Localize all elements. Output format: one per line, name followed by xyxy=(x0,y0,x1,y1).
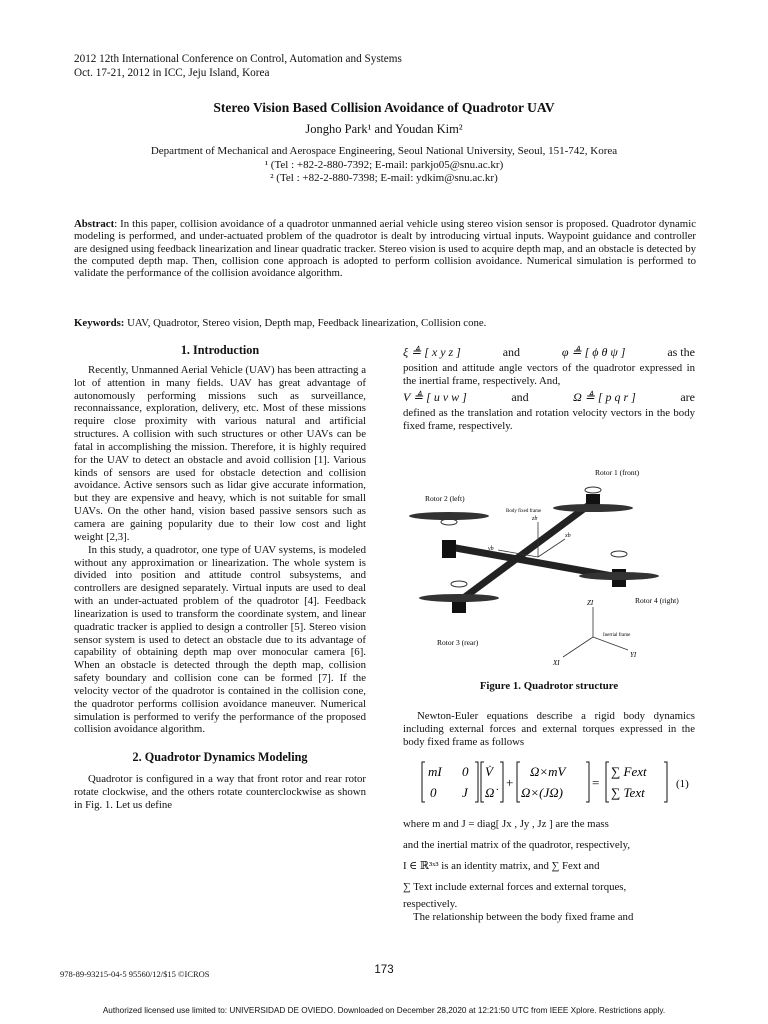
conference-line-1: 2012 12th International Conference on Control, Automation and Systems xyxy=(74,53,402,65)
eq-phi: φ ≜ [ ϕ θ ψ ] xyxy=(561,345,626,359)
rotor-3-blade xyxy=(419,594,499,602)
rotor-1-spin-icon xyxy=(585,487,601,493)
intro-paragraph-1: Recently, Unmanned Aerial Vehicle (UAV) has been attracting a lot of attention in many fields. UAV has great advantage of autonomously performing missions such as surveillance, reconnaissance, exploration, delivery, etc. Most of these missions require close proximity with various natural and artificial structures. A collision with such structures or other UAVs can be fatal in accomplishing the mission. Therefore, it is highly required for the UAV to detect an obstacle and avoid collision [1]. Various kinds of sensors are used for obstacle detection and collision avoidance. Active sensors such as lidar give accurate information, but they are expensive and heavy, which is not suitable for small UAVs. On the other hand, vision based passive sensors such as camera are gaining popularity due to their low cost and light weight [2,3]. xyxy=(74,363,366,543)
label-rotor-3: Rotor 3 (rear) xyxy=(437,638,479,647)
right-column-bottom xyxy=(403,710,695,749)
eq1-coriolis-2: Ω×(JΩ) xyxy=(521,785,564,800)
label-body-frame: Body fixed frame xyxy=(506,509,542,514)
keywords-text: UAV, Quadrotor, Stereo vision, Depth map, Feedback linearization, Collision cone. xyxy=(124,317,487,329)
eq1-omegadot: Ω̇ xyxy=(485,785,495,800)
right-column-top xyxy=(403,346,695,432)
eq-xi: ξ ≜ [ x y z ] xyxy=(403,345,461,359)
isbn-footer: 978-89-93215-04-5 95560/12/$15 ©ICROS xyxy=(60,969,210,979)
rotor-1-blade xyxy=(553,504,633,512)
section-1-heading: 1. Introduction xyxy=(180,343,260,357)
label-rotor-4: Rotor 4 (right) xyxy=(635,596,679,605)
label-rotor-1: Rotor 1 (front) xyxy=(595,468,640,477)
eq1-m21: 0 xyxy=(430,785,437,800)
abstract-label: Abstract xyxy=(74,218,115,230)
page-number: 173 xyxy=(374,964,394,976)
svg-text:=: = xyxy=(592,775,600,790)
inertial-line: and the inertial matrix of the quadrotor, respectively, xyxy=(403,839,631,851)
and-2: and xyxy=(511,389,529,404)
figure-quadrotor xyxy=(403,462,693,677)
text-definition: defined as the translation and rotation velocity vectors in the body fixed frame, respectively. xyxy=(403,406,695,432)
figure-caption: Figure 1. Quadrotor structure xyxy=(479,680,619,692)
label-xi: XI xyxy=(553,659,560,667)
right-column-equation-text xyxy=(403,818,695,924)
torque-line: ∑ Text include external forces and external torques, xyxy=(403,881,627,893)
vector-def-line-1 xyxy=(403,346,695,359)
abstract xyxy=(74,218,696,279)
quadrotor-diagram xyxy=(403,462,693,672)
conference-line-2: Oct. 17-21, 2012 in ICC, Jeju Island, Korea xyxy=(74,67,270,79)
eq1-coriolis-1: Ω×mV xyxy=(530,764,566,779)
label-zi: ZI xyxy=(587,599,594,607)
eq1-torque: ∑ Text xyxy=(611,785,645,800)
as-the: as the xyxy=(667,345,695,359)
label-yi: YI xyxy=(630,651,637,659)
and-1: and xyxy=(502,345,521,359)
svg-text:+: + xyxy=(506,775,514,790)
affiliation-block xyxy=(0,145,768,186)
eq1-vdot: V̇ xyxy=(485,764,493,779)
rotor-4-blade xyxy=(579,572,659,580)
eq1-number: (1) xyxy=(676,778,689,790)
rotor-4-spin-icon xyxy=(611,551,627,557)
section-2-heading: 2. Quadrotor Dynamics Modeling xyxy=(132,750,308,765)
newton-euler-paragraph: Newton-Euler equations describe a rigid body dynamics including external forces and external torques expressed in the body fixed frame as follows xyxy=(403,710,695,748)
inertial-y-axis xyxy=(593,637,628,650)
keywords-label: Keywords: xyxy=(74,317,125,329)
are: are xyxy=(680,389,695,404)
paper-title: Stereo Vision Based Collision Avoidance of Quadrotor UAV xyxy=(213,100,555,115)
eq1-force: ∑ Fext xyxy=(611,764,647,779)
contact-2: ² (Tel : +82-2-880-7398; E-mail: ydkim@snu.ac.kr) xyxy=(270,172,498,184)
label-rotor-2: Rotor 2 (left) xyxy=(425,494,465,503)
left-column xyxy=(74,344,366,812)
section-2-paragraph: Quadrotor is configured in a way that front rotor and rear rotor rotate clockwise, and the others rotate counterclockwise as shown in Fig. 1. Let us define xyxy=(74,773,366,811)
equation-1-drawing xyxy=(420,760,696,804)
eq-omega: Ω ≜ [ p q r ] xyxy=(573,389,636,404)
eq1-m11: mI xyxy=(428,764,442,779)
abstract-text: : In this paper, collision avoidance of a quadrotor unmanned aerial vehicle using stereo vision sensor is proposed. Quadrotor dynamic modeling is performed, and under-actuated problem of the quadrotor is dealt by introducing virtual inputs. Waypoint guidance and controller are designed using feedback linearization and linear quadratic tracker. Stereo vision is used to acquire depth map, and an obstacle is detected by the computed depth map. Then, collision cone approach is adopted to perform collision avoidance. Numerical simulation is performed to validate the performance of the collision avoidance algorithm. xyxy=(74,218,696,280)
arm-left-right xyxy=(450,547,618,577)
label-xb: xb xyxy=(565,533,571,539)
equation-1 xyxy=(420,760,696,804)
label-zb: zb xyxy=(532,516,538,522)
authorized-use-notice: Authorized licensed use limited to: UNIVERSIDAD DE OVIEDO. Downloaded on December 28,2020 at 12:21:50 UTC from IEEE Xplore. Restrictions apply. xyxy=(102,1006,666,1015)
relationship-line: The relationship between the body fixed frame and xyxy=(413,911,634,923)
eq1-m22: J xyxy=(462,785,468,800)
affiliation: Department of Mechanical and Aerospace Engineering, Seoul National University, Seoul, 151-742, Korea xyxy=(150,145,618,157)
contact-1: ¹ (Tel : +82-2-880-7392; E-mail: parkjo05@snu.ac.kr) xyxy=(264,158,504,171)
identity-line: I ∈ ℝ³ˣ³ is an identity matrix, and ∑ Fext and xyxy=(403,860,600,872)
where-line: where m and J = diag[ Jx , Jy , Jz ] are the mass xyxy=(403,818,609,830)
eq-v: V ≜ [ u v w ] xyxy=(403,389,467,404)
rotor-3-spin-icon xyxy=(451,581,467,587)
inertial-x-axis xyxy=(563,637,593,657)
eq1-m12: 0 xyxy=(462,764,469,779)
label-yb: yb xyxy=(488,546,494,552)
respectively-line: respectively. xyxy=(403,898,458,910)
conference-info xyxy=(74,52,402,80)
intro-paragraph-2: In this study, a quadrotor, one type of UAV systems, is modeled without any approximation or linearization. The whole system is divided into position and attitude control subsystems, and controllers are designed separately. Virtual inputs are used to deal with an under-actuated problem of the quadrotor [4]. Feedback linearization is used to transform the coordinate system, and linear quadratic tracker is applied to design a controller [5]. Stereo vision sensor system is used to detect an obstacle due to its advantage of capability of obtaining depth map over monocular camera [6]. When an obstacle is detected through the depth map, collision safety boundary and collision cone can be formed [7]. If the velocity vector of the quadrotor is contained in the collision cone, the quadrotor performs collision avoidance maneuver. Numerical simulation is performed to verify the performance of the proposed collision avoidance algorithm. xyxy=(74,543,366,736)
vector-def-line-2 xyxy=(403,391,695,404)
motor-2 xyxy=(442,540,456,558)
text-position: position and attitude angle vectors of the quadrotor expressed in the inertial frame, respectively. And, xyxy=(403,362,695,387)
paper-authors: Jongho Park¹ and Youdan Kim² xyxy=(305,122,463,136)
keywords xyxy=(74,317,696,329)
label-inertial-frame: Inertial frame xyxy=(603,633,631,638)
